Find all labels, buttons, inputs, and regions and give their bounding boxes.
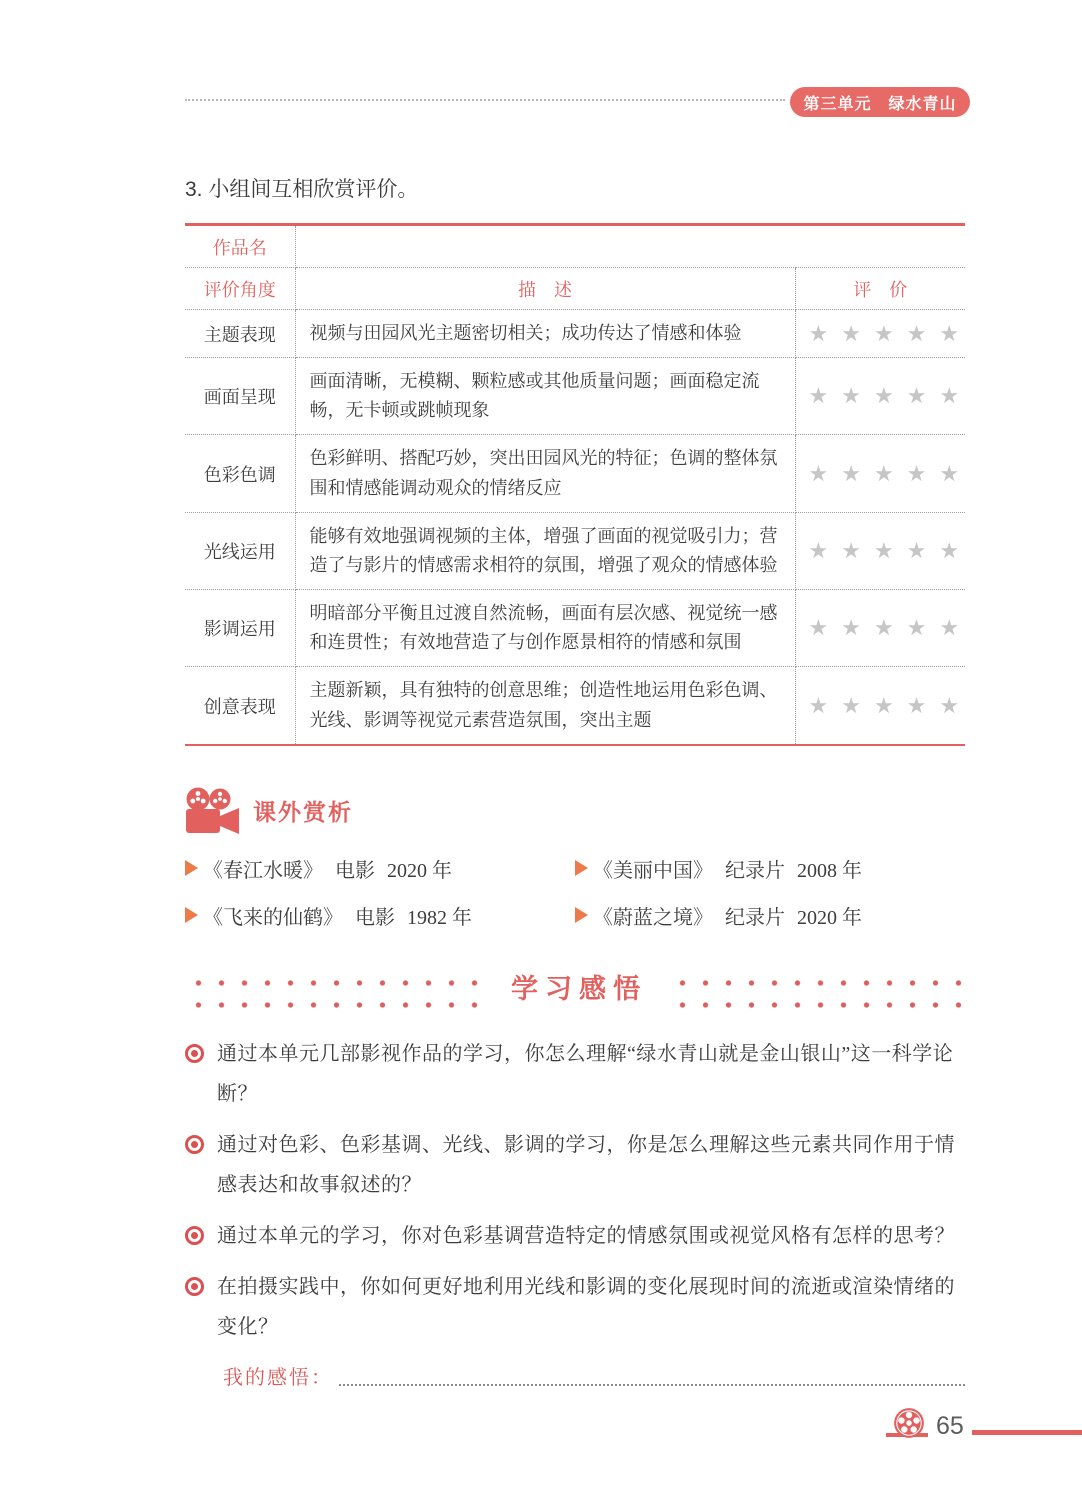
work-name-field[interactable] bbox=[295, 225, 965, 268]
question-text: 通过本单元几部影视作品的学习，你怎么理解“绿水青山就是金山银山”这一科学论断？ bbox=[217, 1042, 954, 1105]
star-rating[interactable]: ★★★★★ bbox=[795, 435, 965, 512]
question-text: 通过本单元的学习，你对色彩基调营造特定的情感氛围或视觉风格有怎样的思考？ bbox=[217, 1224, 955, 1247]
header-angle: 评价角度 bbox=[185, 268, 295, 310]
angle-cell: 色彩色调 bbox=[185, 435, 295, 512]
star-rating[interactable]: ★★★★★ bbox=[795, 590, 965, 667]
film-item bbox=[185, 901, 575, 930]
angle-cell: 影调运用 bbox=[185, 590, 295, 667]
film-year: 1982 年 bbox=[407, 906, 472, 929]
film-name: 《飞来的仙鹤》 bbox=[203, 906, 343, 929]
description-cell: 画面清晰，无模糊、颗粒感或其他质量问题；画面稳定流畅，无卡顿或跳帧现象 bbox=[295, 358, 795, 435]
question-item bbox=[185, 1125, 965, 1205]
header-dotted-line bbox=[185, 99, 785, 101]
header-description: 描 述 bbox=[295, 268, 795, 310]
film-type: 纪录片 bbox=[725, 859, 785, 882]
table-header-row bbox=[185, 268, 965, 310]
film-item bbox=[185, 854, 575, 883]
film-year: 2020 年 bbox=[387, 859, 452, 882]
film-item bbox=[575, 854, 965, 883]
unit-badge: 第三单元 绿水青山 bbox=[790, 87, 970, 117]
bullseye-bullet-icon bbox=[185, 1135, 204, 1154]
description-cell: 色彩鲜明、搭配巧妙，突出田园风光的特征；色调的整体氛围和情感能调动观众的情绪反应 bbox=[295, 435, 795, 512]
star-rating[interactable]: ★★★★★ bbox=[795, 358, 965, 435]
film-year: 2020 年 bbox=[797, 906, 862, 929]
question-text: 在拍摄实践中，你如何更好地利用光线和影调的变化展现时间的流逝或渲染情绪的变化？ bbox=[217, 1275, 955, 1338]
question-item bbox=[185, 1216, 965, 1256]
film-reel-icon bbox=[892, 1406, 926, 1440]
star-rating[interactable]: ★★★★★ bbox=[795, 512, 965, 589]
dotted-decoration bbox=[185, 966, 481, 1008]
table-row bbox=[185, 512, 965, 589]
reflection-banner bbox=[185, 962, 965, 1012]
bullseye-bullet-icon bbox=[185, 1226, 204, 1245]
footer-accent-bar bbox=[972, 1430, 1082, 1435]
description-cell: 明暗部分平衡且过渡自然流畅，画面有层次感、视觉统一感和连贯性；有效地营造了与创作愿景相符的情感和氛围 bbox=[295, 590, 795, 667]
description-cell: 能够有效地强调视频的主体，增强了画面的视觉吸引力；营造了与影片的情感需求相符的氛围，增强了观众的情感体验 bbox=[295, 512, 795, 589]
table-row bbox=[185, 435, 965, 512]
reflection-questions bbox=[185, 1034, 965, 1347]
extracurricular-title: 课外赏析 bbox=[253, 799, 353, 826]
work-name-label: 作品名 bbox=[185, 225, 295, 268]
my-reflection-write-line[interactable] bbox=[339, 1366, 965, 1386]
question-text: 通过对色彩、色彩基调、光线、影调的学习，你是怎么理解这些元素共同作用于情感表达和故事叙述的？ bbox=[217, 1133, 955, 1196]
triangle-bullet-icon bbox=[185, 907, 198, 923]
film-item bbox=[575, 901, 965, 930]
film-name: 《蔚蓝之境》 bbox=[593, 906, 713, 929]
question-item bbox=[185, 1034, 965, 1114]
question-item bbox=[185, 1267, 965, 1347]
angle-cell: 光线运用 bbox=[185, 512, 295, 589]
my-reflection-label: 我的感悟： bbox=[223, 1366, 333, 1389]
angle-cell: 主题表现 bbox=[185, 310, 295, 358]
film-type: 电影 bbox=[335, 859, 375, 882]
page-number: 65 bbox=[936, 1412, 964, 1440]
table-row bbox=[185, 310, 965, 358]
triangle-bullet-icon bbox=[575, 860, 588, 876]
bullseye-bullet-icon bbox=[185, 1044, 204, 1063]
star-rating[interactable]: ★★★★★ bbox=[795, 310, 965, 358]
movie-camera-icon bbox=[185, 787, 241, 835]
triangle-bullet-icon bbox=[185, 860, 198, 876]
triangle-bullet-icon bbox=[575, 907, 588, 923]
description-cell: 视频与田园风光主题密切相关；成功传达了情感和体验 bbox=[295, 310, 795, 358]
table-row-work-name bbox=[185, 225, 965, 268]
film-name: 《春江水暖》 bbox=[203, 859, 323, 882]
angle-cell: 画面呈现 bbox=[185, 358, 295, 435]
my-reflection-row bbox=[185, 1361, 965, 1390]
film-type: 电影 bbox=[355, 906, 395, 929]
header-rating: 评 价 bbox=[795, 268, 965, 310]
dotted-decoration bbox=[669, 966, 965, 1008]
table-row bbox=[185, 358, 965, 435]
bullseye-bullet-icon bbox=[185, 1277, 204, 1296]
page-content bbox=[185, 173, 973, 1390]
extracurricular-header bbox=[185, 784, 965, 838]
star-rating[interactable]: ★★★★★ bbox=[795, 667, 965, 745]
table-row bbox=[185, 667, 965, 745]
description-cell: 主题新颖，具有独特的创意思维；创造性地运用色彩色调、光线、影调等视觉元素营造氛围，突出主题 bbox=[295, 667, 795, 745]
film-type: 纪录片 bbox=[725, 906, 785, 929]
section-heading: 3. 小组间互相欣赏评价。 bbox=[185, 178, 419, 201]
film-list bbox=[185, 854, 965, 930]
reflection-title: 学习感悟 bbox=[511, 974, 647, 1005]
angle-cell: 创意表现 bbox=[185, 667, 295, 745]
film-name: 《美丽中国》 bbox=[593, 859, 713, 882]
table-row bbox=[185, 590, 965, 667]
film-year: 2008 年 bbox=[797, 859, 862, 882]
evaluation-table bbox=[185, 223, 973, 746]
